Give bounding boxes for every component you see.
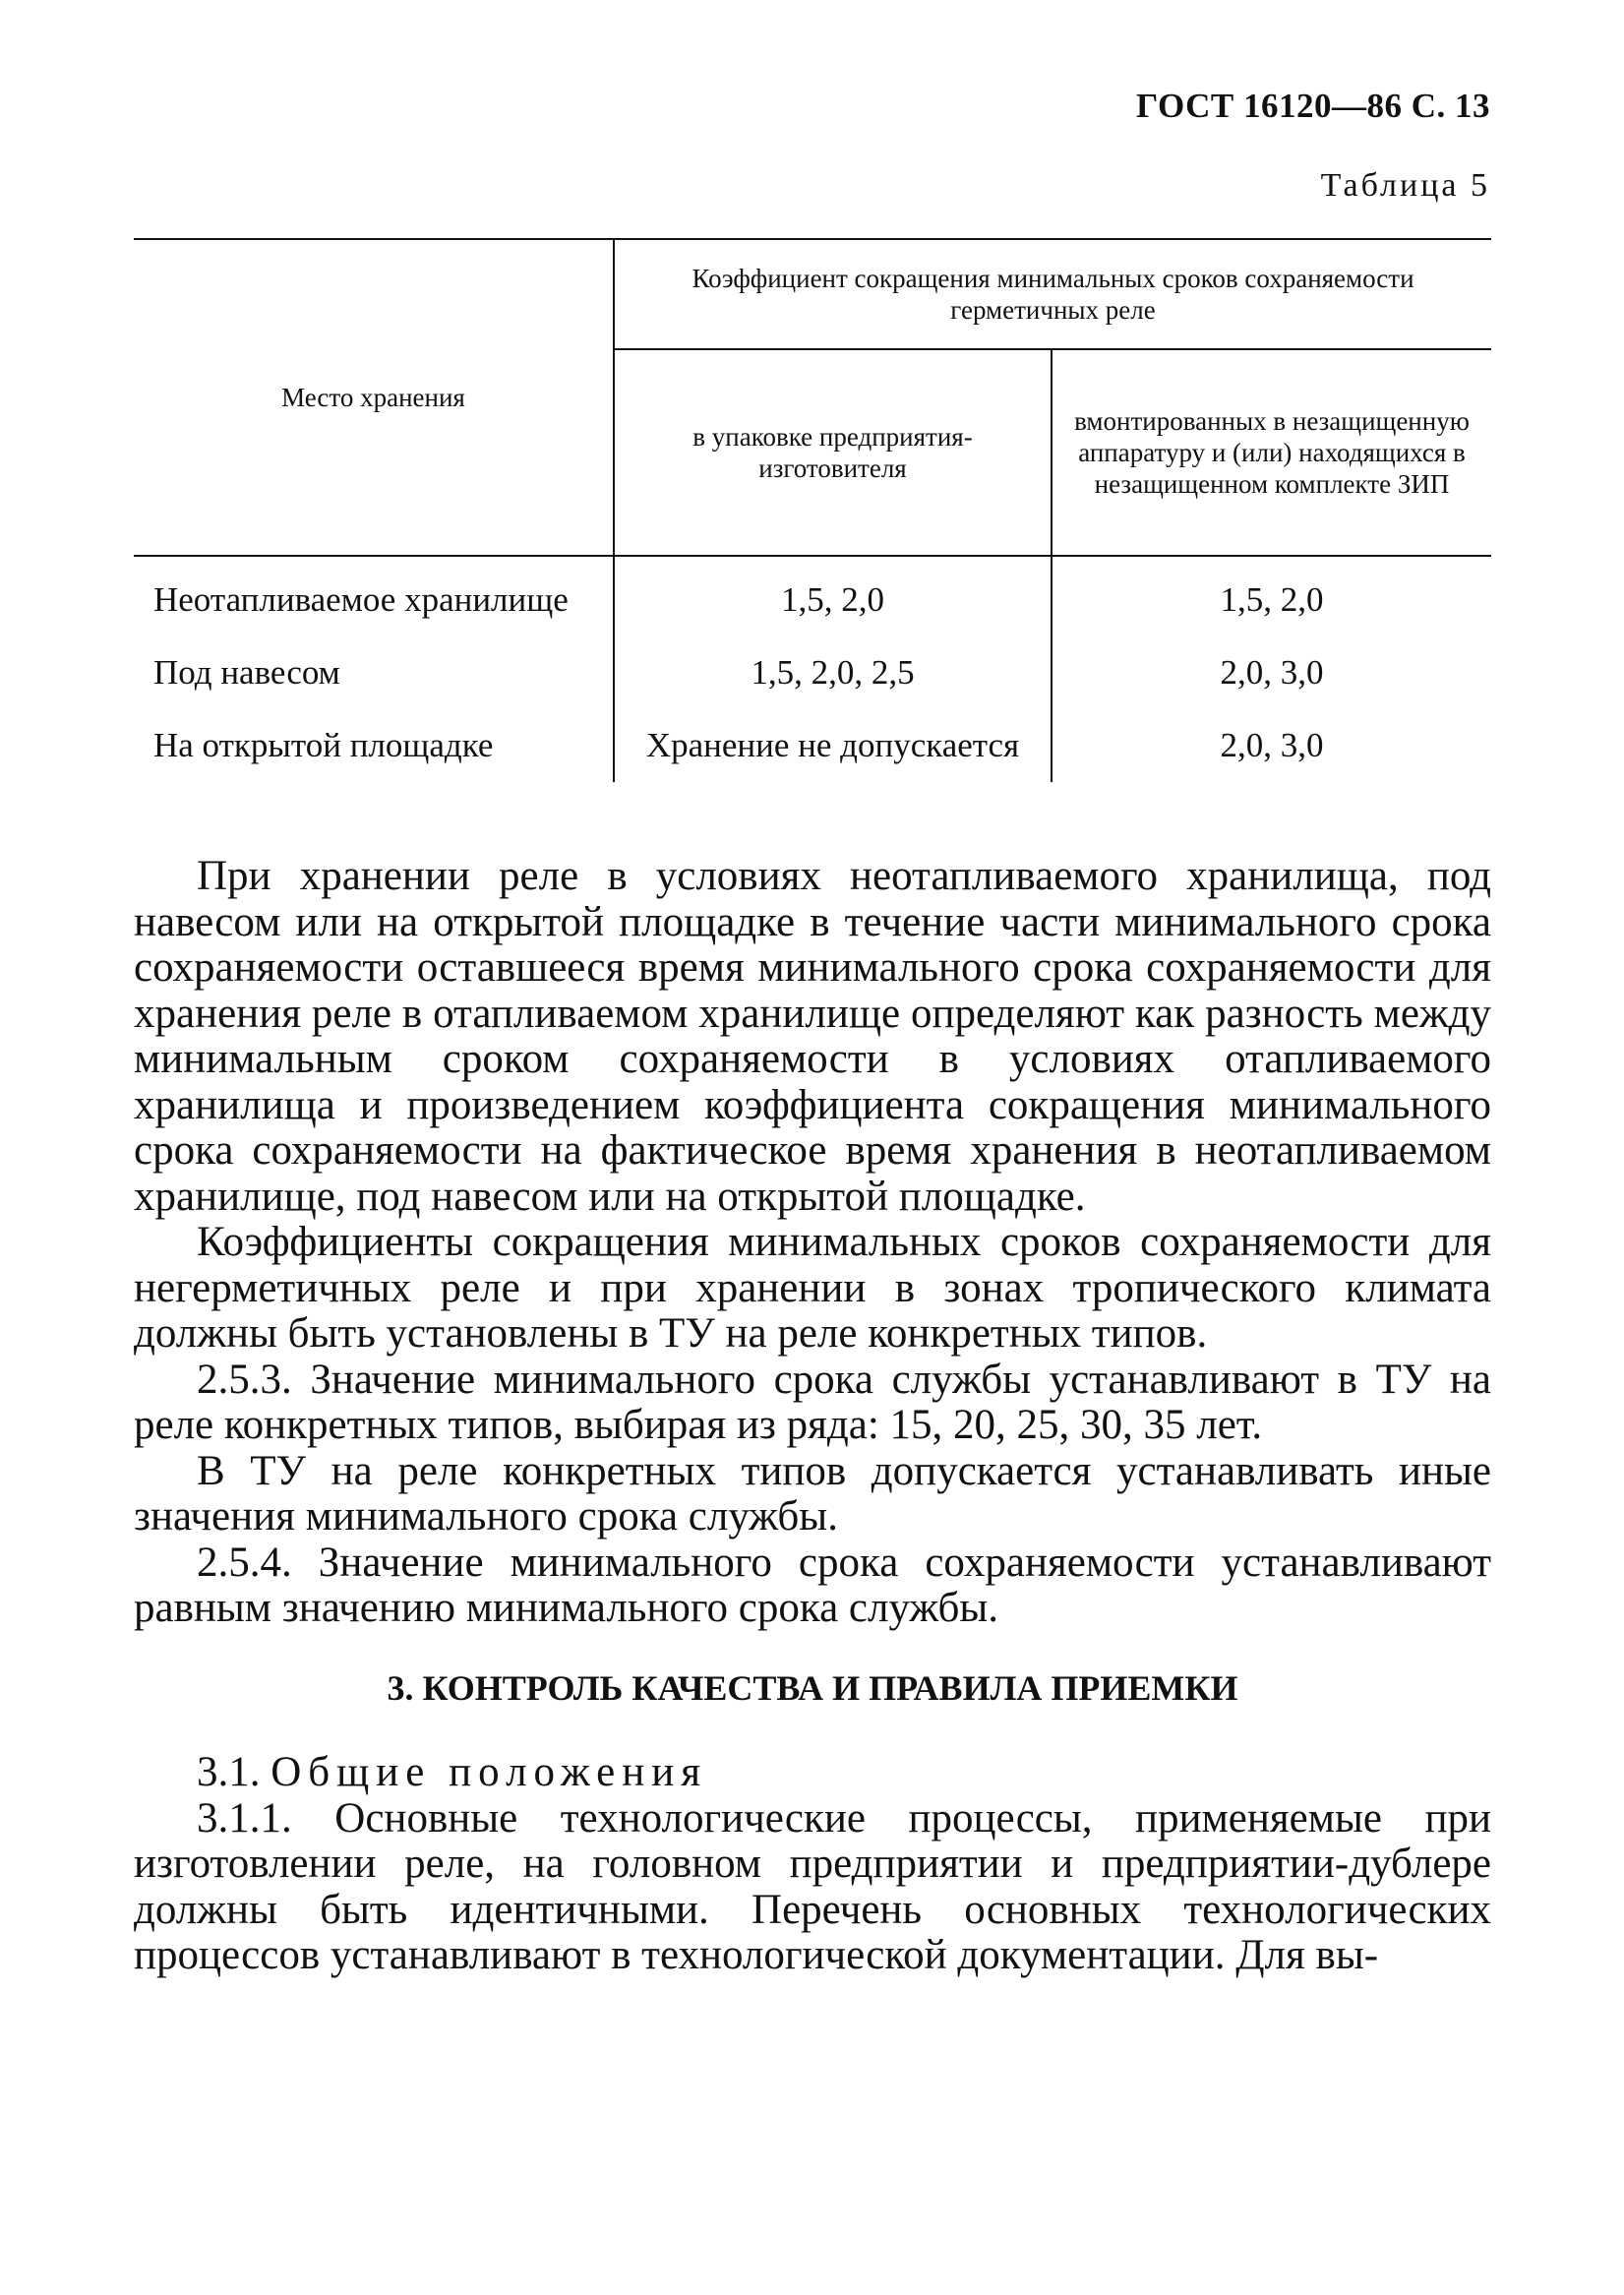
section-heading: 3. КОНТРОЛЬ КАЧЕСТВА И ПРАВИЛА ПРИЕМКИ <box>387 1667 1238 1708</box>
column-header-coefficient-group: Коэффициент сокращения минимальных сроков сохраняемости герметичных реле <box>614 239 1491 349</box>
table-row <box>134 636 1491 709</box>
column-header-manufacturer-package: в упаковке предприятия-изготовителя <box>614 349 1052 556</box>
subsection-title: Общие положения <box>271 1749 708 1795</box>
paragraph: 2.5.4. Значение минимального срока сохраняемости устанавливают равным значению минимального срока службы. <box>134 1539 1491 1631</box>
cell-storage-place: Под навесом <box>134 636 614 709</box>
body-text <box>134 854 1491 1979</box>
cell-coefficient-mounted: 2,0, 3,0 <box>1220 653 1324 692</box>
paragraph: 2.5.3. Значение минимального срока службы устанавливают в ТУ на реле конкретных типов, выбирая из ряда: 15, 20, 25, 30, 35 лет. <box>134 1356 1491 1448</box>
cell-coefficient-package: 1,5, 2,0 <box>614 556 1052 636</box>
page-header: ГОСТ 16120—86 С. 13 <box>1136 87 1490 125</box>
table-row <box>134 556 1491 636</box>
column-header-mounted-unprotected: вмонтированных в незащищенную аппаратуру и (или) находящихся в незащищенном комплекте ЗИП <box>1052 349 1491 556</box>
table-row <box>134 709 1491 782</box>
paragraph: В ТУ на реле конкретных типов допускается устанавливать иные значения минимального срока службы. <box>134 1447 1491 1540</box>
subsection-number: 3.1. <box>197 1749 261 1795</box>
paragraph: 3.1.1. Основные технологические процессы, применяемые при изготовлении реле, на головном предприятии и предприятии-дублере должны быть идентичными. Перечень основных технологических процессов устанавливают в технологической документации. Для вы- <box>134 1794 1491 1978</box>
storage-coefficient-table <box>134 238 1491 782</box>
cell-coefficient-package: Хранение не допускается <box>614 709 1052 782</box>
table-caption: Таблица 5 <box>1320 167 1490 204</box>
paragraph: При хранении реле в условиях неотапливаемого хранилища, под навесом или на открытой площадке в течение части минимального срока сохраняемости оставшееся время минимального срока сохраняемости для хранения реле в отапливаемом хранилище определяют как разность между минимальным сроком сохраняемости в условиях отапливаемого хранилища и произведением коэффициента сокращения минимального срока сохраняемости на фактическое время хранения в неотапливаемом хранилище, под навесом или на открытой площадке. <box>134 853 1491 1220</box>
cell-coefficient-mounted: 1,5, 2,0 <box>1220 580 1324 619</box>
cell-coefficient-package: 1,5, 2,0, 2,5 <box>614 636 1052 709</box>
cell-storage-place: На открытой площадке <box>134 709 614 782</box>
cell-storage-place: Неотапливаемое хранилище <box>134 556 614 636</box>
column-header-storage-place: Место хранения <box>134 239 614 556</box>
paragraph: Коэффициенты сокращения минимальных сроков сохраняемости для негерметичных реле и при хранении в зонах тропического климата должны быть установлены в ТУ на реле конкретных типов. <box>134 1219 1491 1357</box>
subsection-heading <box>134 1750 1491 1796</box>
cell-coefficient-mounted: 2,0, 3,0 <box>1220 726 1324 764</box>
